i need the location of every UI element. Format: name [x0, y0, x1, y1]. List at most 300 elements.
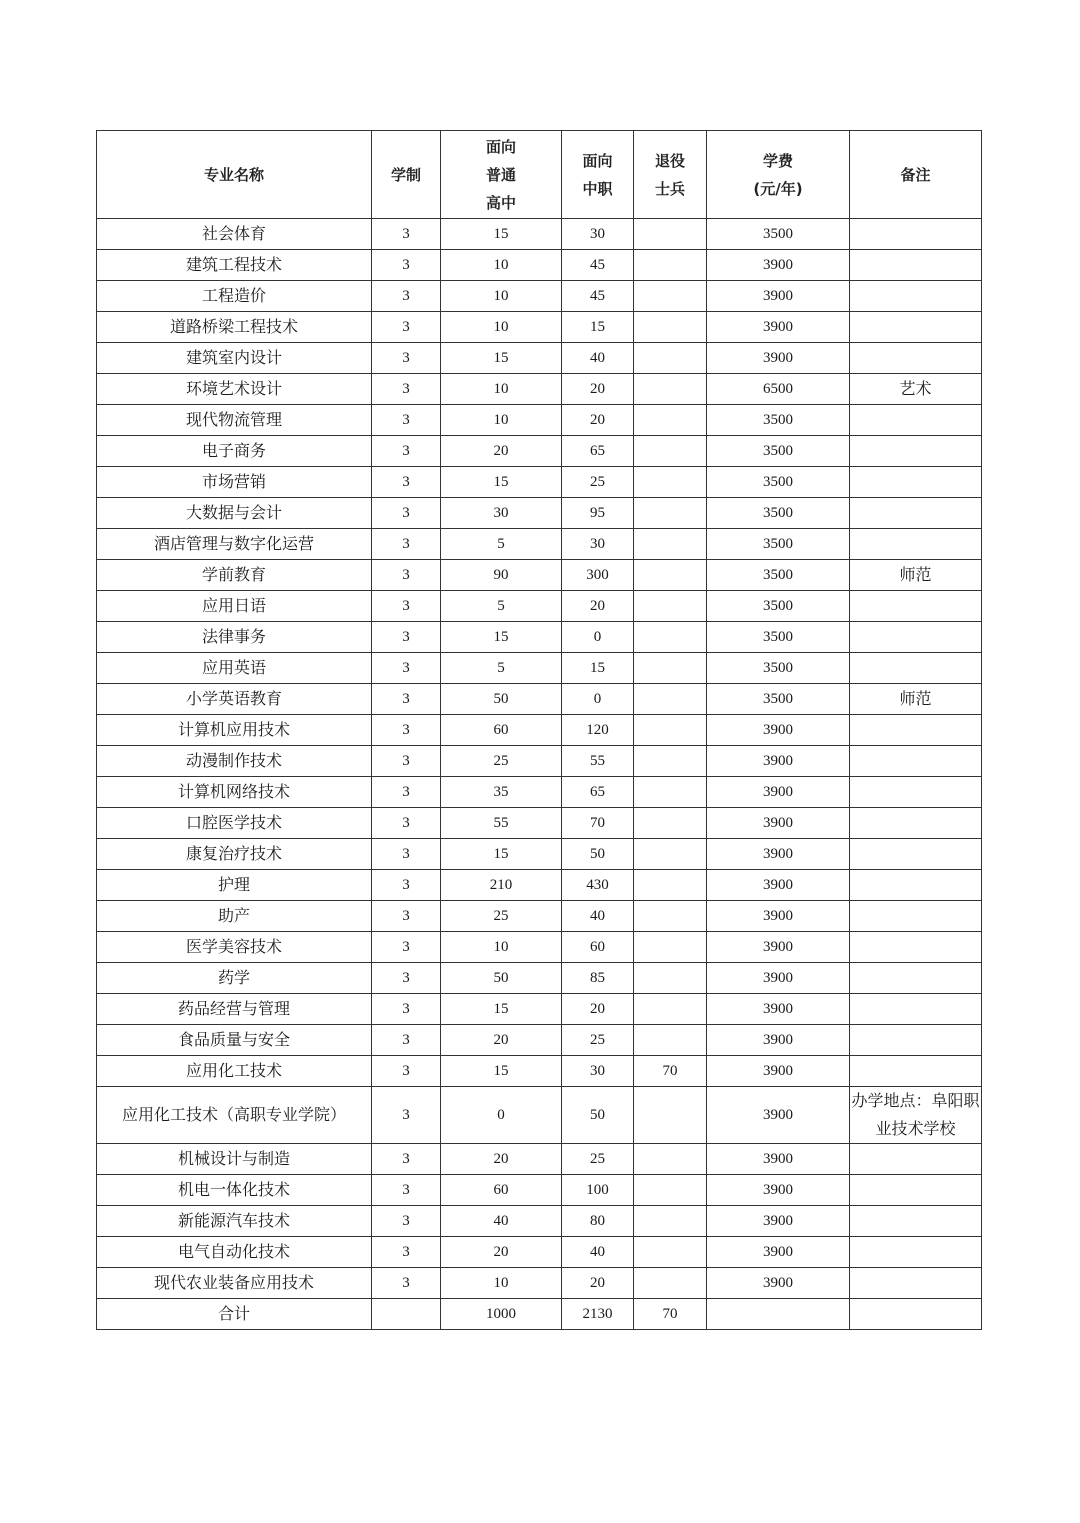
cell-duration: 3: [372, 436, 441, 467]
cell-tuition: 3900: [707, 1206, 850, 1237]
cell-major-name: 助产: [97, 901, 372, 932]
table-row: [97, 870, 982, 901]
cell-major-name: 康复治疗技术: [97, 839, 372, 870]
cell-quota-veterans: [634, 1025, 707, 1056]
table-row: [97, 405, 982, 436]
cell-quota-general-high-school: 5: [441, 591, 562, 622]
cell-duration: [372, 1299, 441, 1330]
header-line: 学费: [762, 151, 793, 170]
cell-quota-vocational: 65: [562, 436, 634, 467]
cell-tuition: 3900: [707, 250, 850, 281]
cell-quota-veterans: [634, 1087, 707, 1144]
enrollment-plan-table: [96, 130, 982, 1330]
table-row: [97, 374, 982, 405]
cell-quota-veterans: [634, 653, 707, 684]
cell-major-name: 电子商务: [97, 436, 372, 467]
table-row: [97, 901, 982, 932]
table-row: [97, 1237, 982, 1268]
table-row: [97, 1144, 982, 1175]
table-row: [97, 343, 982, 374]
cell-duration: 3: [372, 281, 441, 312]
cell-quota-veterans: [634, 405, 707, 436]
table-row: [97, 839, 982, 870]
cell-duration: 3: [372, 219, 441, 250]
cell-quota-veterans: [634, 622, 707, 653]
header-line: 普通: [485, 165, 516, 184]
cell-duration: 3: [372, 1144, 441, 1175]
cell-tuition: 3900: [707, 281, 850, 312]
cell-tuition: 3900: [707, 746, 850, 777]
table-row: [97, 653, 982, 684]
cell-tuition: 3900: [707, 808, 850, 839]
table-row: [97, 498, 982, 529]
cell-major-name: 护理: [97, 870, 372, 901]
cell-major-name: 道路桥梁工程技术: [97, 312, 372, 343]
cell-quota-veterans: [634, 343, 707, 374]
cell-quota-vocational: 70: [562, 808, 634, 839]
cell-quota-general-high-school: 50: [441, 684, 562, 715]
cell-major-name: 应用化工技术: [97, 1056, 372, 1087]
cell-remarks: 办学地点：阜阳职业技术学校: [850, 1087, 982, 1144]
header-line: 中职: [582, 179, 613, 198]
cell-quota-veterans: [634, 1237, 707, 1268]
cell-quota-veterans: [634, 498, 707, 529]
cell-major-name: 动漫制作技术: [97, 746, 372, 777]
table-row: [97, 684, 982, 715]
cell-quota-general-high-school: 60: [441, 715, 562, 746]
cell-quota-veterans: [634, 932, 707, 963]
header-line: 备注: [900, 165, 931, 184]
cell-tuition: 3500: [707, 529, 850, 560]
cell-tuition: [707, 1299, 850, 1330]
cell-quota-general-high-school: 30: [441, 498, 562, 529]
cell-quota-veterans: [634, 963, 707, 994]
cell-quota-vocational: 40: [562, 343, 634, 374]
cell-tuition: 3500: [707, 622, 850, 653]
cell-quota-veterans: [634, 901, 707, 932]
header-line: 面向: [582, 151, 613, 170]
header-line: (元/年): [753, 179, 803, 198]
cell-remarks: [850, 1237, 982, 1268]
cell-duration: 3: [372, 1025, 441, 1056]
cell-quota-general-high-school: 25: [441, 746, 562, 777]
cell-tuition: 3900: [707, 932, 850, 963]
table-row: [97, 1175, 982, 1206]
cell-tuition: 3900: [707, 1056, 850, 1087]
cell-quota-veterans: [634, 777, 707, 808]
cell-duration: 3: [372, 932, 441, 963]
cell-major-name: 食品质量与安全: [97, 1025, 372, 1056]
cell-quota-vocational: 40: [562, 1237, 634, 1268]
cell-remarks: [850, 1056, 982, 1087]
cell-tuition: 3900: [707, 870, 850, 901]
cell-quota-veterans: [634, 560, 707, 591]
cell-quota-veterans: [634, 746, 707, 777]
table-row: [97, 1056, 982, 1087]
cell-tuition: 3500: [707, 653, 850, 684]
cell-remarks: [850, 932, 982, 963]
cell-quota-veterans: [634, 870, 707, 901]
cell-major-name: 建筑工程技术: [97, 250, 372, 281]
cell-quota-general-high-school: 55: [441, 808, 562, 839]
cell-tuition: 3500: [707, 498, 850, 529]
cell-quota-general-high-school: 15: [441, 994, 562, 1025]
cell-major-name: 药学: [97, 963, 372, 994]
cell-quota-veterans: [634, 684, 707, 715]
cell-major-name: 电气自动化技术: [97, 1237, 372, 1268]
table-row: [97, 777, 982, 808]
cell-tuition: 3900: [707, 715, 850, 746]
cell-duration: 3: [372, 312, 441, 343]
cell-quota-vocational: 45: [562, 281, 634, 312]
cell-remarks: 师范: [850, 684, 982, 715]
cell-remarks: [850, 498, 982, 529]
table-row: [97, 622, 982, 653]
cell-quota-vocational: 0: [562, 684, 634, 715]
cell-tuition: 3900: [707, 1175, 850, 1206]
table-row: [97, 963, 982, 994]
table-row: [97, 808, 982, 839]
cell-remarks: [850, 622, 982, 653]
cell-quota-general-high-school: 20: [441, 1144, 562, 1175]
cell-duration: 3: [372, 1175, 441, 1206]
cell-tuition: 3900: [707, 312, 850, 343]
cell-remarks: [850, 436, 982, 467]
cell-quota-general-high-school: 40: [441, 1206, 562, 1237]
table-row: [97, 436, 982, 467]
cell-quota-veterans: [634, 250, 707, 281]
cell-remarks: [850, 591, 982, 622]
cell-duration: 3: [372, 1056, 441, 1087]
cell-quota-vocational: 0: [562, 622, 634, 653]
cell-tuition: 3900: [707, 1087, 850, 1144]
cell-quota-vocational: 25: [562, 1144, 634, 1175]
cell-remarks: [850, 1025, 982, 1056]
header-line: 退役: [654, 151, 685, 170]
cell-remarks: [850, 994, 982, 1025]
cell-remarks: [850, 467, 982, 498]
table-row: [97, 250, 982, 281]
cell-duration: 3: [372, 343, 441, 374]
cell-remarks: [850, 870, 982, 901]
cell-remarks: [850, 1175, 982, 1206]
cell-duration: 3: [372, 405, 441, 436]
cell-quota-vocational: 60: [562, 932, 634, 963]
cell-duration: 3: [372, 498, 441, 529]
cell-remarks: [850, 839, 982, 870]
cell-quota-vocational: 25: [562, 467, 634, 498]
cell-quota-veterans: 70: [634, 1299, 707, 1330]
cell-tuition: 3500: [707, 405, 850, 436]
cell-remarks: [850, 653, 982, 684]
cell-remarks: [850, 1299, 982, 1330]
cell-quota-vocational: 50: [562, 1087, 634, 1144]
cell-remarks: 师范: [850, 560, 982, 591]
cell-tuition: 3500: [707, 684, 850, 715]
cell-quota-general-high-school: 10: [441, 250, 562, 281]
cell-duration: 3: [372, 467, 441, 498]
cell-quota-general-high-school: 10: [441, 932, 562, 963]
cell-quota-vocational: 100: [562, 1175, 634, 1206]
cell-major-name: 工程造价: [97, 281, 372, 312]
cell-quota-vocational: 55: [562, 746, 634, 777]
cell-quota-vocational: 430: [562, 870, 634, 901]
cell-remarks: [850, 808, 982, 839]
table-row: [97, 219, 982, 250]
header-major-name: [97, 131, 372, 219]
cell-quota-vocational: 2130: [562, 1299, 634, 1330]
cell-major-name: 小学英语教育: [97, 684, 372, 715]
cell-remarks: [850, 405, 982, 436]
cell-remarks: [850, 963, 982, 994]
cell-quota-veterans: [634, 1268, 707, 1299]
cell-quota-general-high-school: 10: [441, 312, 562, 343]
cell-quota-vocational: 65: [562, 777, 634, 808]
cell-duration: 3: [372, 839, 441, 870]
cell-major-name: 学前教育: [97, 560, 372, 591]
cell-duration: 3: [372, 250, 441, 281]
cell-duration: 3: [372, 746, 441, 777]
table-row: [97, 1025, 982, 1056]
cell-major-name: 应用日语: [97, 591, 372, 622]
cell-quota-general-high-school: 15: [441, 839, 562, 870]
cell-quota-veterans: 70: [634, 1056, 707, 1087]
header-duration: [372, 131, 441, 219]
cell-quota-general-high-school: 210: [441, 870, 562, 901]
cell-duration: 3: [372, 1237, 441, 1268]
cell-quota-vocational: 50: [562, 839, 634, 870]
cell-quota-veterans: [634, 1206, 707, 1237]
cell-quota-general-high-school: 15: [441, 622, 562, 653]
cell-quota-vocational: 15: [562, 312, 634, 343]
cell-major-name: 机电一体化技术: [97, 1175, 372, 1206]
cell-quota-vocational: 20: [562, 994, 634, 1025]
cell-quota-veterans: [634, 312, 707, 343]
cell-remarks: [850, 777, 982, 808]
cell-quota-vocational: 30: [562, 529, 634, 560]
cell-duration: 3: [372, 591, 441, 622]
header-line: 学制: [390, 165, 421, 184]
cell-tuition: 3500: [707, 219, 850, 250]
cell-remarks: [850, 1268, 982, 1299]
cell-major-name: 医学美容技术: [97, 932, 372, 963]
cell-quota-vocational: 20: [562, 405, 634, 436]
header-line: 面向: [485, 137, 516, 156]
cell-quota-general-high-school: 15: [441, 1056, 562, 1087]
table-row: [97, 312, 982, 343]
cell-tuition: 3500: [707, 560, 850, 591]
header-quota-general-high-school: [441, 131, 562, 219]
cell-quota-vocational: 40: [562, 901, 634, 932]
cell-quota-vocational: 20: [562, 591, 634, 622]
cell-quota-general-high-school: 50: [441, 963, 562, 994]
cell-tuition: 3900: [707, 839, 850, 870]
cell-duration: 3: [372, 870, 441, 901]
table-row: [97, 1087, 982, 1144]
cell-quota-veterans: [634, 994, 707, 1025]
cell-duration: 3: [372, 374, 441, 405]
cell-tuition: 3900: [707, 1144, 850, 1175]
cell-quota-general-high-school: 0: [441, 1087, 562, 1144]
cell-major-name: 市场营销: [97, 467, 372, 498]
cell-quota-general-high-school: 5: [441, 529, 562, 560]
cell-quota-veterans: [634, 529, 707, 560]
cell-quota-general-high-school: 1000: [441, 1299, 562, 1330]
header-line: 专业名称: [203, 165, 264, 184]
cell-duration: 3: [372, 994, 441, 1025]
table-row: [97, 1206, 982, 1237]
header-quota-vocational: [562, 131, 634, 219]
cell-quota-veterans: [634, 436, 707, 467]
cell-tuition: 3900: [707, 1025, 850, 1056]
cell-quota-vocational: 15: [562, 653, 634, 684]
cell-quota-general-high-school: 15: [441, 343, 562, 374]
cell-quota-veterans: [634, 374, 707, 405]
cell-quota-veterans: [634, 808, 707, 839]
cell-quota-vocational: 20: [562, 1268, 634, 1299]
table-header-row: [97, 131, 982, 219]
cell-tuition: 3500: [707, 591, 850, 622]
cell-duration: 3: [372, 963, 441, 994]
cell-quota-general-high-school: 35: [441, 777, 562, 808]
total-row: [97, 1299, 982, 1330]
cell-tuition: 6500: [707, 374, 850, 405]
cell-major-name: 社会体育: [97, 219, 372, 250]
cell-quota-general-high-school: 20: [441, 436, 562, 467]
cell-tuition: 3900: [707, 963, 850, 994]
cell-quota-general-high-school: 15: [441, 467, 562, 498]
cell-major-name: 应用化工技术（高职专业学院）: [97, 1087, 372, 1144]
cell-tuition: 3500: [707, 436, 850, 467]
cell-duration: 3: [372, 560, 441, 591]
cell-quota-veterans: [634, 715, 707, 746]
cell-quota-vocational: 25: [562, 1025, 634, 1056]
header-remarks: [850, 131, 982, 219]
cell-duration: 3: [372, 622, 441, 653]
table-row: [97, 1268, 982, 1299]
cell-remarks: [850, 250, 982, 281]
table-row: [97, 591, 982, 622]
cell-quota-veterans: [634, 839, 707, 870]
cell-major-name: 计算机网络技术: [97, 777, 372, 808]
cell-duration: 3: [372, 653, 441, 684]
cell-tuition: 3500: [707, 467, 850, 498]
cell-quota-veterans: [634, 467, 707, 498]
cell-quota-vocational: 300: [562, 560, 634, 591]
cell-major-name: 口腔医学技术: [97, 808, 372, 839]
table-body: [97, 219, 982, 1330]
cell-major-name: 环境艺术设计: [97, 374, 372, 405]
table-row: [97, 746, 982, 777]
cell-duration: 3: [372, 529, 441, 560]
cell-quota-general-high-school: 10: [441, 374, 562, 405]
header-quota-veterans: [634, 131, 707, 219]
cell-duration: 3: [372, 901, 441, 932]
header-line: 高中: [485, 193, 516, 212]
cell-tuition: 3900: [707, 343, 850, 374]
table-row: [97, 932, 982, 963]
cell-quota-vocational: 45: [562, 250, 634, 281]
cell-quota-general-high-school: 10: [441, 1268, 562, 1299]
cell-major-name: 合计: [97, 1299, 372, 1330]
table-row: [97, 467, 982, 498]
cell-major-name: 大数据与会计: [97, 498, 372, 529]
cell-remarks: [850, 1206, 982, 1237]
cell-remarks: [850, 529, 982, 560]
cell-remarks: [850, 312, 982, 343]
cell-quota-veterans: [634, 281, 707, 312]
cell-quota-vocational: 120: [562, 715, 634, 746]
cell-duration: 3: [372, 777, 441, 808]
cell-quota-vocational: 95: [562, 498, 634, 529]
cell-quota-vocational: 30: [562, 219, 634, 250]
cell-quota-general-high-school: 10: [441, 405, 562, 436]
cell-quota-veterans: [634, 591, 707, 622]
cell-quota-vocational: 30: [562, 1056, 634, 1087]
cell-major-name: 法律事务: [97, 622, 372, 653]
cell-remarks: [850, 219, 982, 250]
cell-major-name: 建筑室内设计: [97, 343, 372, 374]
cell-major-name: 应用英语: [97, 653, 372, 684]
cell-tuition: 3900: [707, 994, 850, 1025]
cell-major-name: 药品经营与管理: [97, 994, 372, 1025]
cell-duration: 3: [372, 715, 441, 746]
header-tuition: [707, 131, 850, 219]
cell-remarks: [850, 901, 982, 932]
cell-quota-general-high-school: 15: [441, 219, 562, 250]
cell-quota-general-high-school: 25: [441, 901, 562, 932]
cell-quota-veterans: [634, 1144, 707, 1175]
cell-major-name: 酒店管理与数字化运营: [97, 529, 372, 560]
cell-quota-veterans: [634, 219, 707, 250]
cell-major-name: 计算机应用技术: [97, 715, 372, 746]
cell-quota-general-high-school: 90: [441, 560, 562, 591]
cell-tuition: 3900: [707, 1237, 850, 1268]
cell-quota-vocational: 20: [562, 374, 634, 405]
cell-remarks: [850, 746, 982, 777]
table-row: [97, 715, 982, 746]
cell-remarks: [850, 281, 982, 312]
cell-duration: 3: [372, 1268, 441, 1299]
cell-tuition: 3900: [707, 777, 850, 808]
cell-quota-general-high-school: 60: [441, 1175, 562, 1206]
header-line: 士兵: [654, 179, 685, 198]
cell-quota-vocational: 80: [562, 1206, 634, 1237]
cell-remarks: [850, 715, 982, 746]
cell-remarks: 艺术: [850, 374, 982, 405]
cell-tuition: 3900: [707, 1268, 850, 1299]
cell-remarks: [850, 1144, 982, 1175]
cell-quota-general-high-school: 10: [441, 281, 562, 312]
table-row: [97, 529, 982, 560]
cell-quota-general-high-school: 20: [441, 1025, 562, 1056]
table-row: [97, 560, 982, 591]
cell-major-name: 新能源汽车技术: [97, 1206, 372, 1237]
cell-duration: 3: [372, 1206, 441, 1237]
cell-tuition: 3900: [707, 901, 850, 932]
cell-remarks: [850, 343, 982, 374]
cell-quota-veterans: [634, 1175, 707, 1206]
table-row: [97, 281, 982, 312]
cell-duration: 3: [372, 684, 441, 715]
cell-quota-general-high-school: 5: [441, 653, 562, 684]
cell-duration: 3: [372, 808, 441, 839]
cell-major-name: 现代农业装备应用技术: [97, 1268, 372, 1299]
cell-duration: 3: [372, 1087, 441, 1144]
cell-major-name: 机械设计与制造: [97, 1144, 372, 1175]
cell-quota-vocational: 85: [562, 963, 634, 994]
cell-quota-general-high-school: 20: [441, 1237, 562, 1268]
